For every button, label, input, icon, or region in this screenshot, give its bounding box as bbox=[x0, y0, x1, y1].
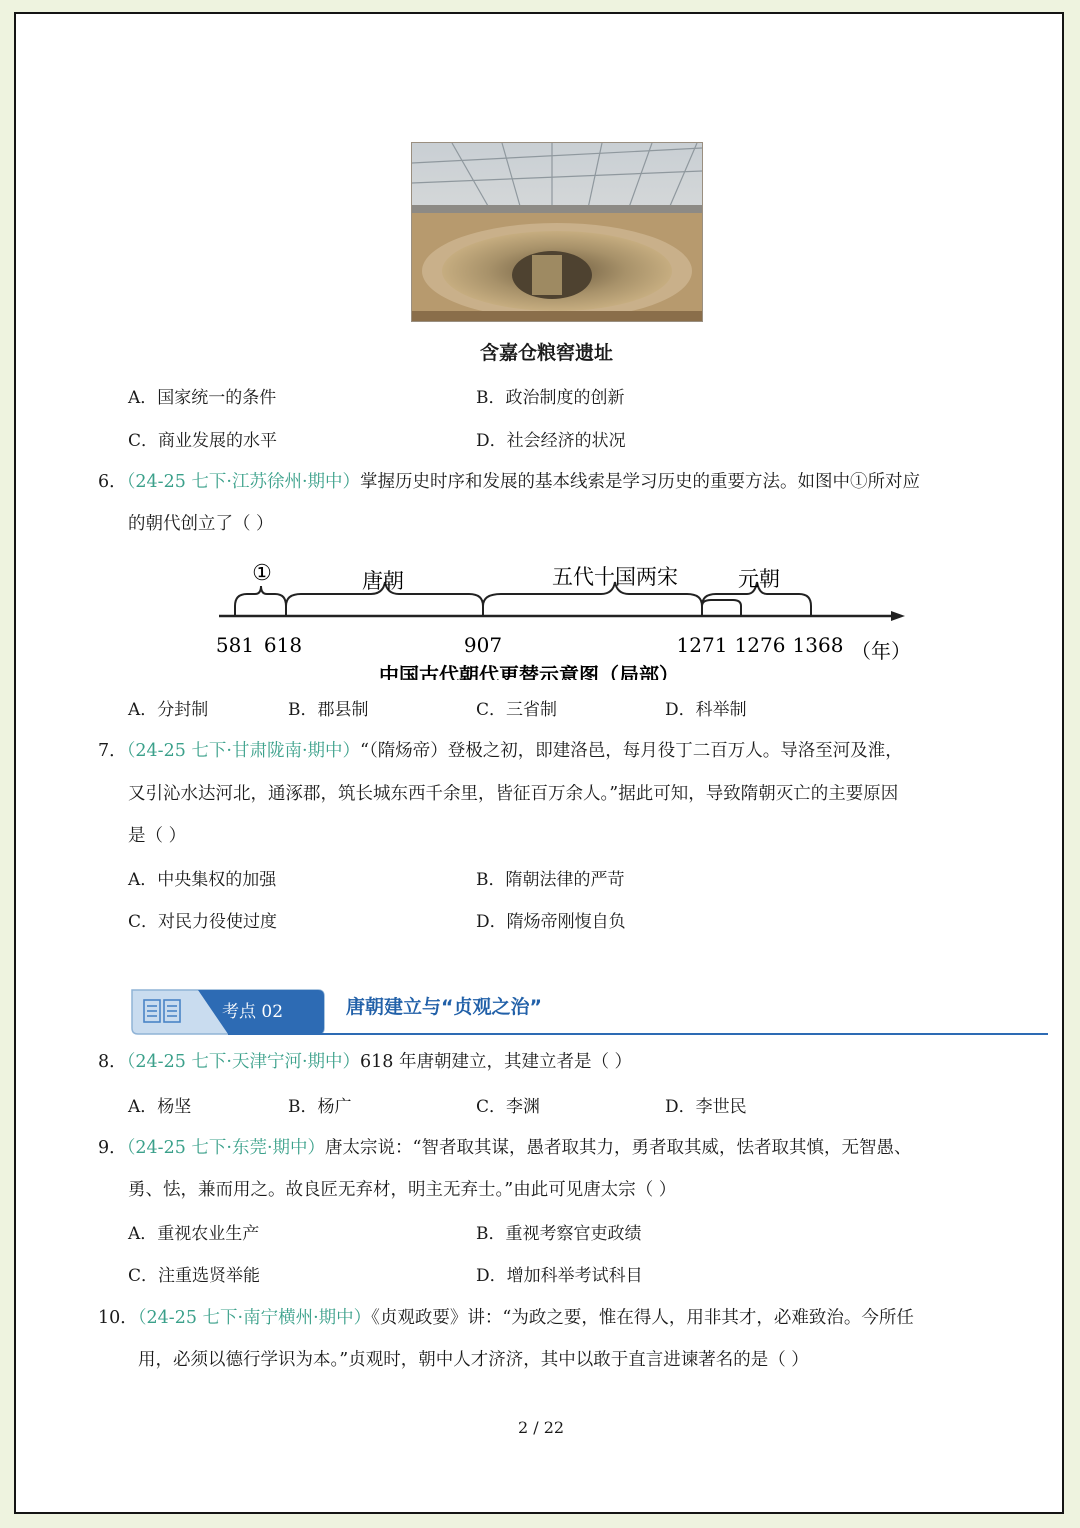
question-8 bbox=[98, 1048, 632, 1073]
timeline-title: 中国古代朝代更替示意图（局部） bbox=[379, 663, 679, 680]
q6-option-a[interactable]: A．分封制 bbox=[128, 700, 209, 720]
q7-option-c[interactable]: C．对民力役使过度 bbox=[128, 912, 278, 932]
q7-option-b[interactable]: B．隋朝法律的严苛 bbox=[476, 870, 625, 890]
dynasty-timeline bbox=[211, 550, 911, 680]
q9-option-b[interactable]: B．重视考察官吏政绩 bbox=[476, 1224, 642, 1244]
question-text: 618 年唐朝建立，其建立者是（ ） bbox=[360, 1052, 633, 1072]
question-6 bbox=[98, 468, 920, 493]
timeline-year-907: 907 bbox=[463, 633, 503, 657]
q7-option-d[interactable]: D．隋炀帝刚愎自负 bbox=[476, 912, 626, 932]
timeline-arrow bbox=[891, 611, 905, 621]
timeline-year-1368: 1368 bbox=[792, 633, 844, 657]
timeline-label-yuan: 元朝 bbox=[738, 567, 780, 591]
q8-option-c[interactable]: C．李渊 bbox=[476, 1097, 541, 1117]
question-10 bbox=[98, 1304, 914, 1329]
q9-option-d[interactable]: D．增加科举考试科目 bbox=[476, 1266, 643, 1286]
q9-option-a[interactable]: A．重视农业生产 bbox=[128, 1224, 260, 1244]
question-source: （24-25 七下·东莞·期中） bbox=[126, 1138, 326, 1158]
question-source: （24-25 七下·天津宁河·期中） bbox=[126, 1052, 361, 1072]
document-page bbox=[14, 12, 1064, 1514]
q5-option-c[interactable]: C．商业发展的水平 bbox=[128, 431, 278, 451]
figure-caption: 含嘉仓粮窖遗址 bbox=[480, 342, 614, 364]
question-6-line2: 的朝代创立了（ ） bbox=[128, 514, 274, 534]
question-text: “（隋炀帝）登极之初，即建洛邑，每月役丁二百万人。导洛至河及淮， bbox=[360, 741, 903, 761]
section-tag: 考点 02 bbox=[222, 1002, 284, 1022]
question-text: 《贞观政要》讲：“为政之要，惟在得人，用非其才，必难致治。今所任 bbox=[371, 1308, 914, 1328]
timeline-year-1276: 1276 bbox=[734, 633, 786, 657]
q5-option-a[interactable]: A．国家统一的条件 bbox=[128, 388, 277, 408]
question-source: （24-25 七下·甘肃陇南·期中） bbox=[126, 741, 361, 761]
timeline-year-581: 581 bbox=[215, 633, 255, 657]
timeline-label-tang: 唐朝 bbox=[362, 569, 404, 593]
question-source: （24-25 七下·江苏徐州·期中） bbox=[126, 472, 361, 492]
question-10-line2: 用，必须以德行学识为本。”贞观时，朝中人才济济，其中以敢于直言进谏著名的是（ ） bbox=[138, 1350, 809, 1370]
question-number: 6． bbox=[98, 472, 127, 492]
question-source: （24-25 七下·南宁横州·期中） bbox=[137, 1308, 372, 1328]
q8-option-d[interactable]: D．李世民 bbox=[665, 1097, 747, 1117]
question-number: 8． bbox=[98, 1052, 127, 1072]
timeline-label-wudai: 五代十国两宋 bbox=[552, 565, 678, 589]
timeline-label-1: ① bbox=[252, 561, 272, 586]
question-7-line3: 是（ ） bbox=[128, 826, 187, 846]
q8-option-a[interactable]: A．杨坚 bbox=[128, 1097, 192, 1117]
page-number: 2 / 22 bbox=[518, 1418, 565, 1437]
q7-option-a[interactable]: A．中央集权的加强 bbox=[128, 870, 277, 890]
question-7-line2: 又引沁水达河北，通涿郡，筑长城东西千余里，皆征百万余人。”据此可知，导致隋朝灭亡的主要原因 bbox=[128, 784, 899, 804]
q6-option-c[interactable]: C．三省制 bbox=[476, 700, 558, 720]
question-text: 唐太宗说：“智者取其谋，愚者取其力，勇者取其威，怯者取其慎，无智愚、 bbox=[325, 1138, 912, 1158]
question-9-line2: 勇、怯，兼而用之。故良匠无弃材，明主无弃士。”由此可见唐太宗（ ） bbox=[128, 1180, 677, 1200]
q8-option-b[interactable]: B．杨广 bbox=[288, 1097, 352, 1117]
q6-option-d[interactable]: D．科举制 bbox=[665, 700, 747, 720]
q9-option-c[interactable]: C．注重选贤举能 bbox=[128, 1266, 261, 1286]
q6-option-b[interactable]: B．郡县制 bbox=[288, 700, 369, 720]
question-text: 掌握历史时序和发展的基本线索是学习历史的重要方法。如图中①所对应 bbox=[360, 472, 921, 492]
timeline-year-618: 618 bbox=[263, 633, 303, 657]
question-number: 7． bbox=[98, 741, 127, 761]
q5-option-b[interactable]: B．政治制度的创新 bbox=[476, 388, 625, 408]
question-number: 9． bbox=[98, 1138, 127, 1158]
timeline-year-1271: 1271 bbox=[676, 633, 728, 657]
question-9 bbox=[98, 1134, 911, 1159]
q5-option-d[interactable]: D．社会经济的状况 bbox=[476, 431, 626, 451]
section-title: 唐朝建立与“贞观之治” bbox=[346, 996, 542, 1018]
granary-site-photo bbox=[411, 142, 703, 322]
question-7 bbox=[98, 737, 903, 762]
question-number: 10． bbox=[98, 1308, 138, 1328]
timeline-unit: （年） bbox=[851, 639, 911, 663]
